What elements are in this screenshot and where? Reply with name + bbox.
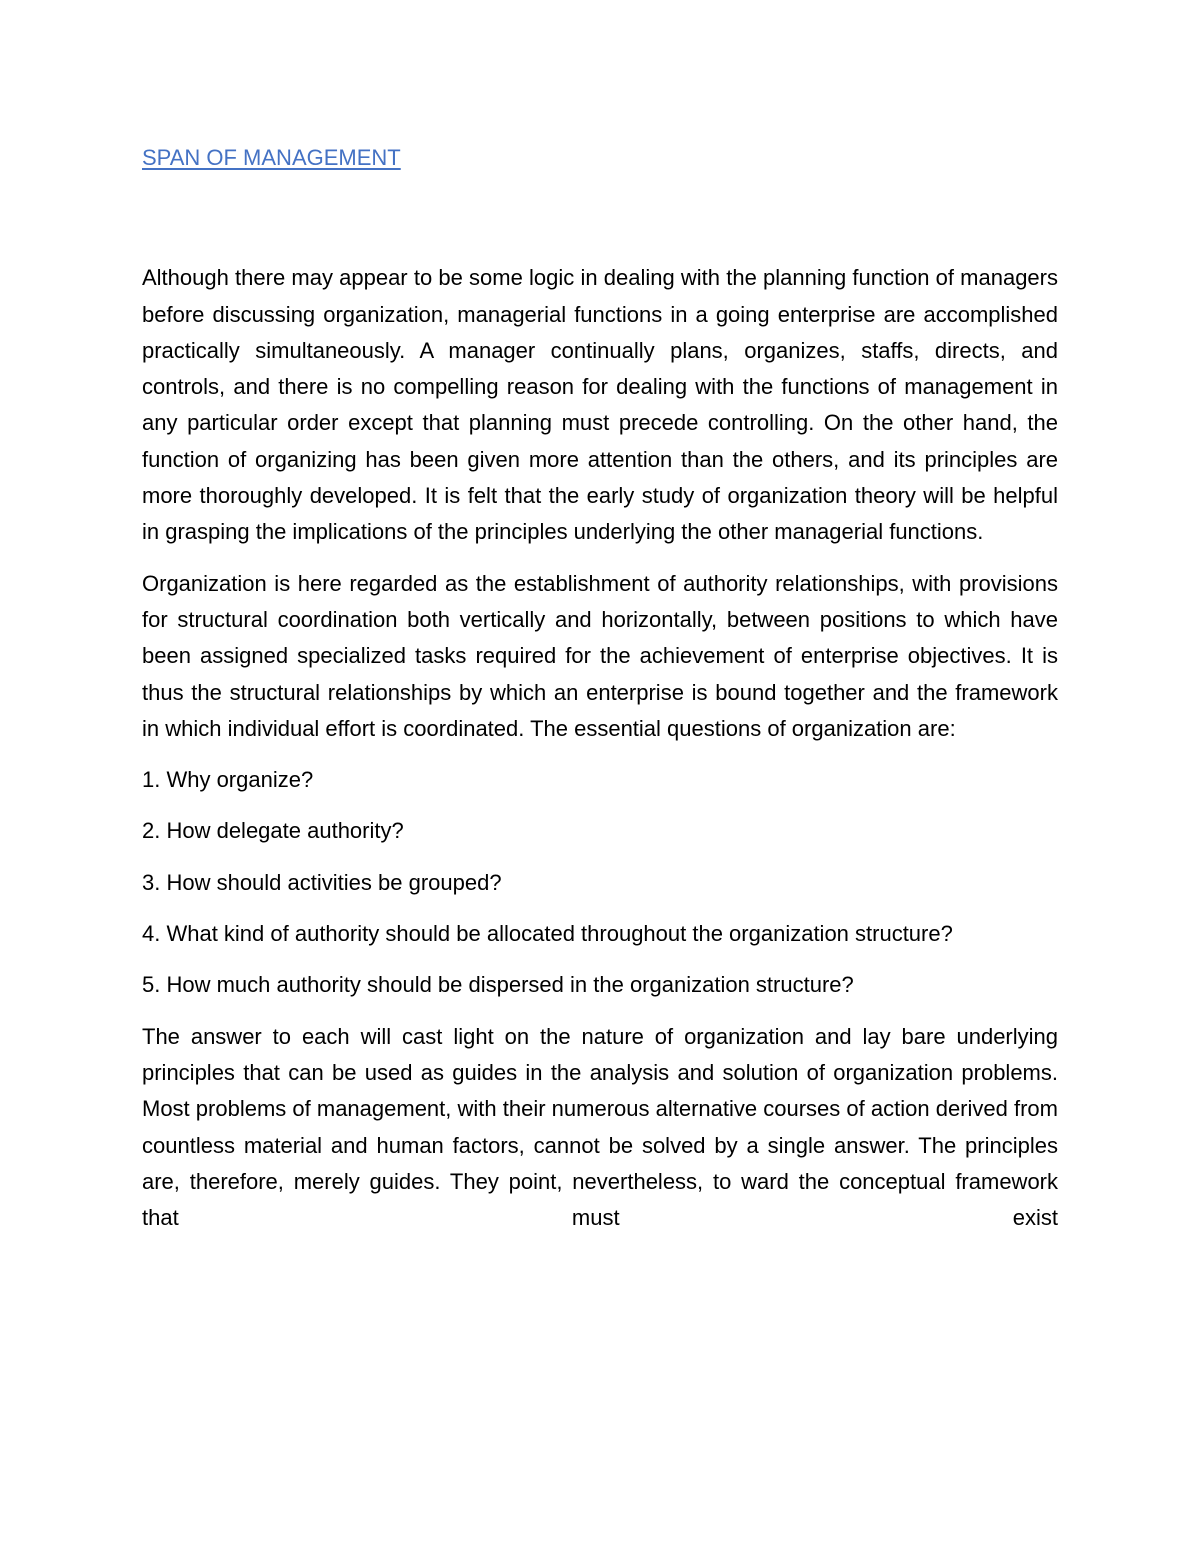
question-item-5: 5. How much authority should be dispersed in the organization structure? — [142, 972, 854, 998]
question-item-4: 4. What kind of authority should be allocated throughout the organization structure? — [142, 921, 953, 947]
paragraph-closing: The answer to each will cast light on the nature of organization and lay bare underlying principles that can be used as guides in the analysis and solution of organization problems. Most problems of management, with their numerous alternative courses of action derived from countless material and human factors, cannot be solved by a single answer. The principles are, therefore, merely guides. They point, nevertheless, to ward the conceptual framework that must exist — [142, 1023, 1058, 1231]
question-item-3: 3. How should activities be grouped? — [142, 869, 502, 895]
document-page — [142, 140, 1058, 1236]
document-title: SPAN OF MANAGEMENT — [142, 145, 401, 170]
paragraph-organization-definition: Organization is here regarded as the establishment of authority relationships, with provisions for structural coordination both vertically and horizontally, between positions to which have been assigned specialized tasks required for the achievement of enterprise objectives. It is thus the structural relationships by which an enterprise is bound together and the framework in which individual effort is coordinated. The essential questions of organization are: — [142, 570, 1058, 741]
question-item-2: 2. How delegate authority? — [142, 818, 404, 844]
question-item-1: 1. Why organize? — [142, 767, 314, 793]
questions-list — [142, 762, 1058, 1003]
paragraph-intro: Although there may appear to be some logic in dealing with the planning function of managers before discussing organization, managerial functions in a going enterprise are accomplished practically simultaneously. A manager continually plans, organizes, staffs, directs, and controls, and there is no compelling reason for dealing with the functions of management in any particular order except that planning must precede controlling. On the other hand, the function of organizing has been given more attention than the others, and its principles are more thoroughly developed. It is felt that the early study of organization theory will be helpful in grasping the implications of the principles underlying the other managerial functions. — [142, 265, 1058, 545]
